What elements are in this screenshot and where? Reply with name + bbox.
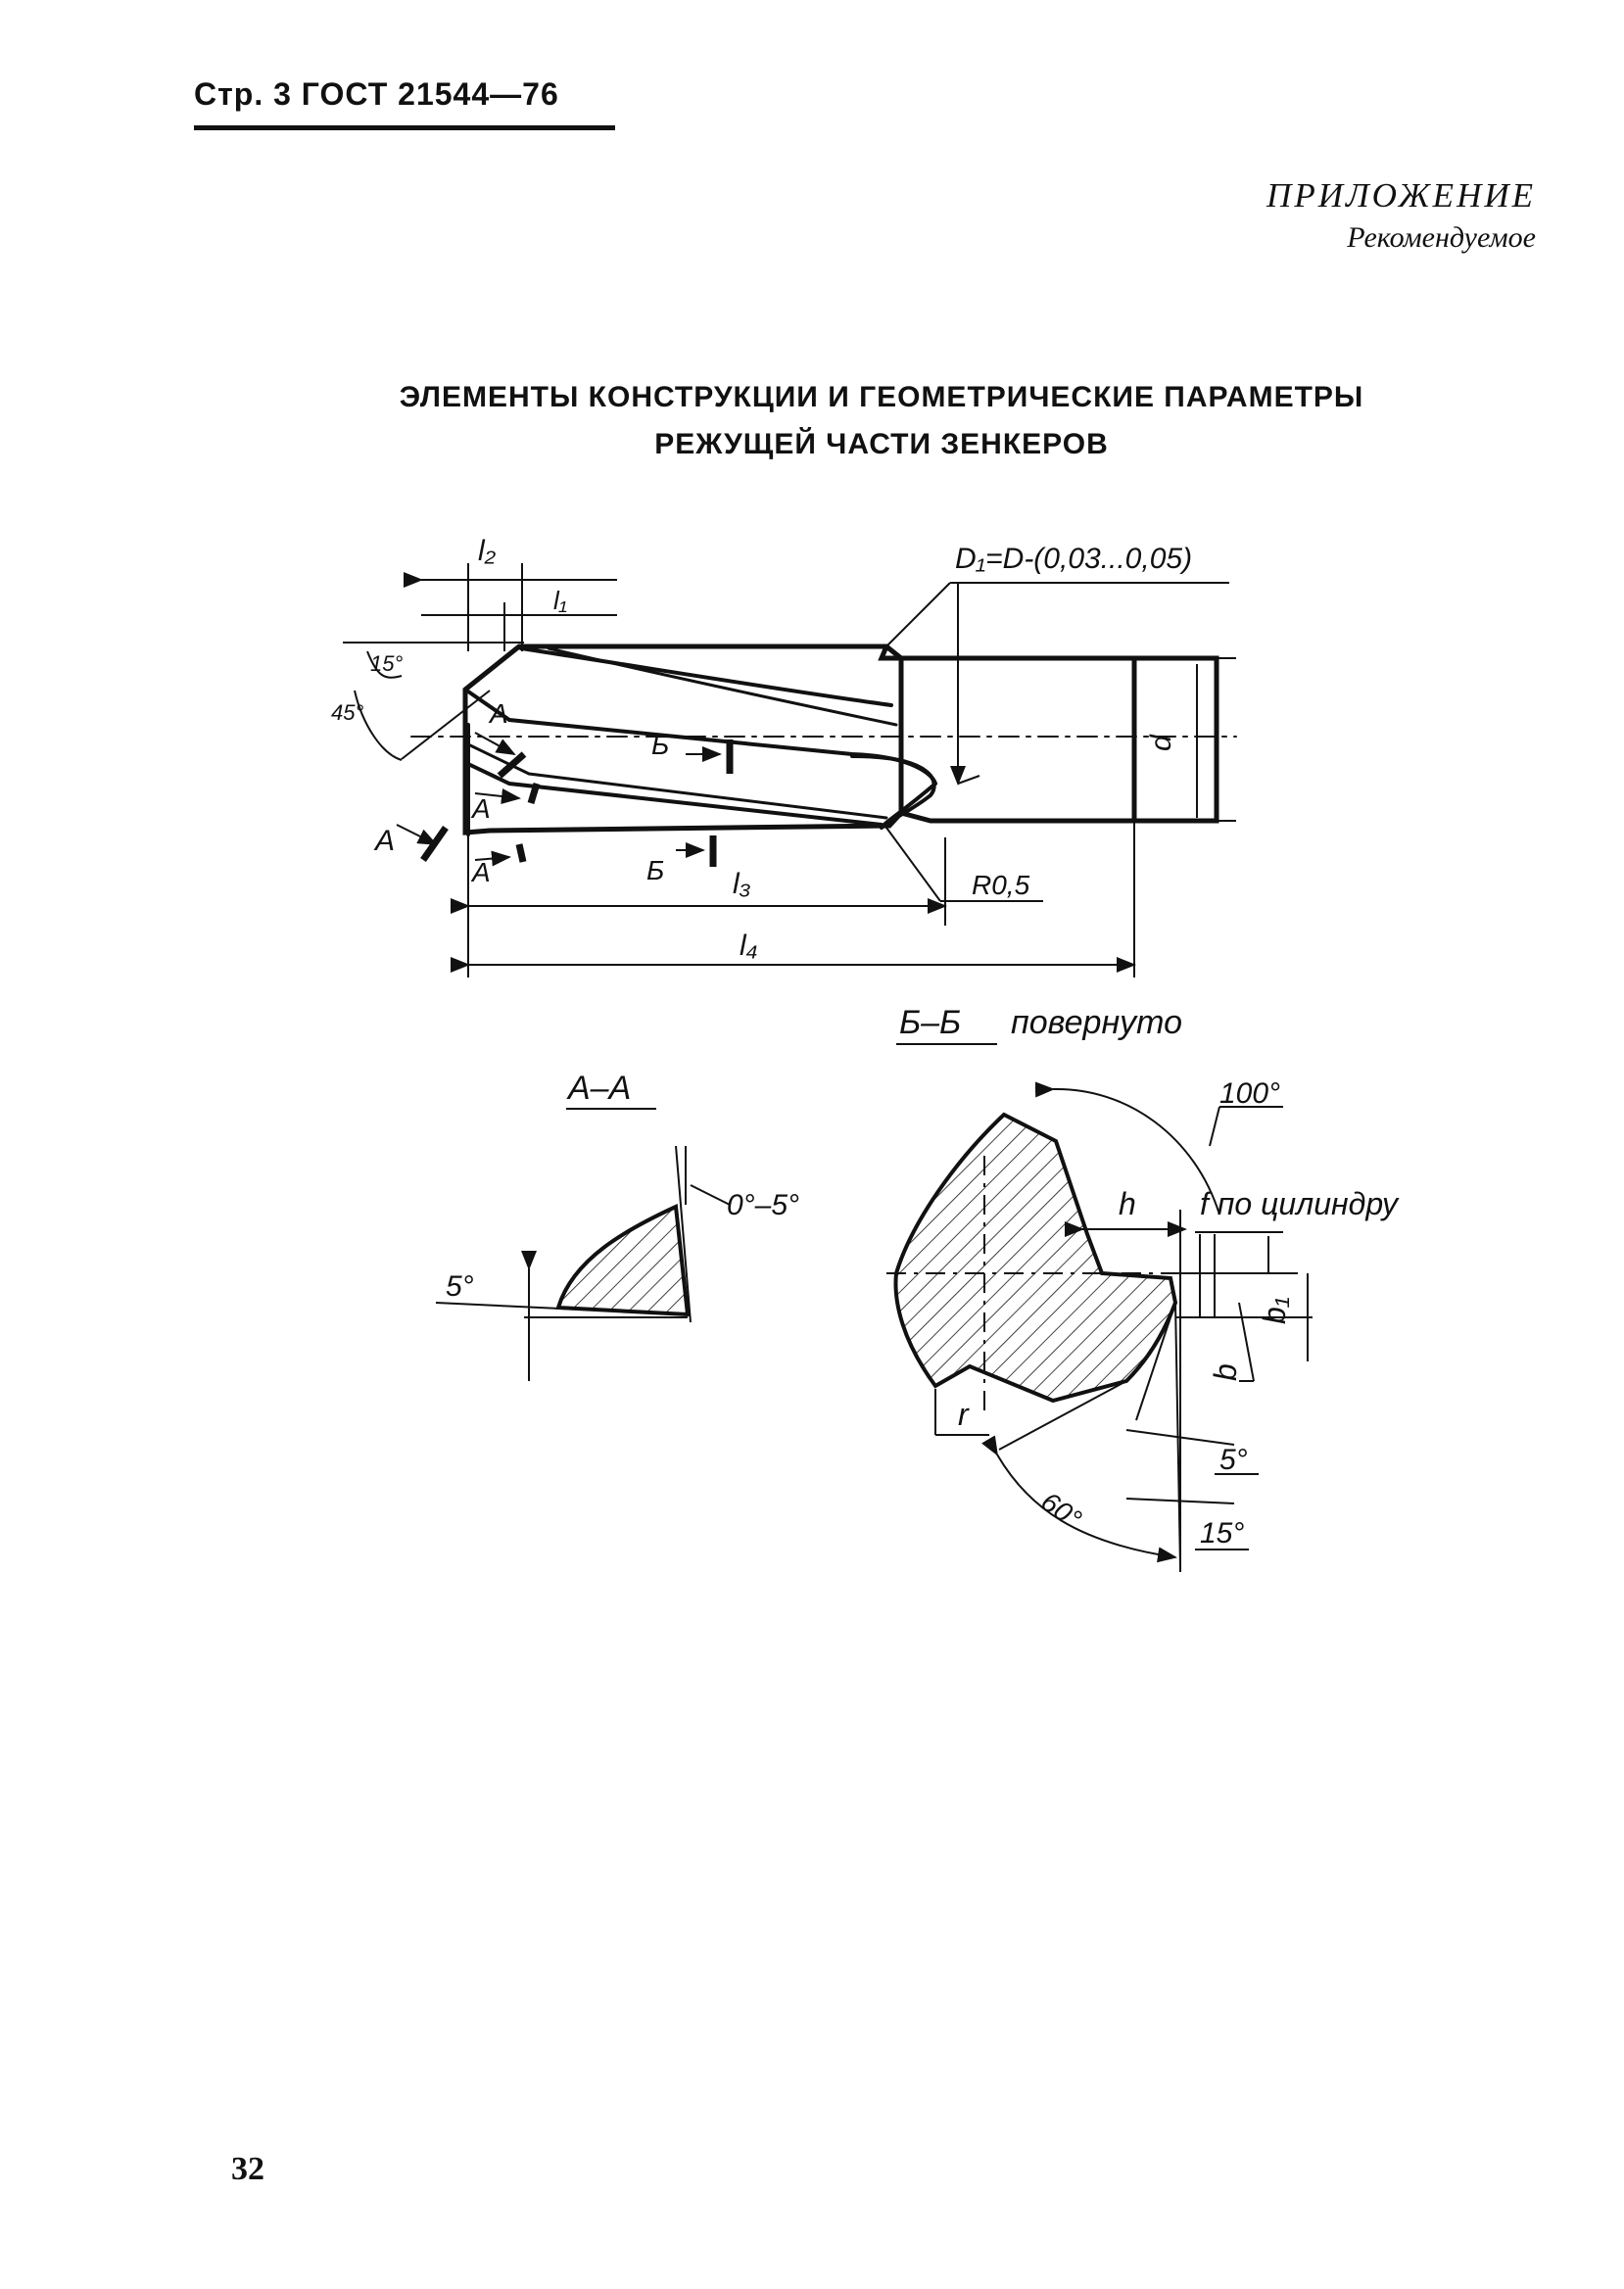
flute-line-4: [468, 744, 886, 818]
appendix-title: ПРИЛОЖЕНИЕ: [1266, 176, 1536, 215]
dim-l2: l₂: [478, 535, 497, 567]
flute-line-1: [521, 648, 891, 705]
angle-5-bb: 5°: [1219, 1444, 1248, 1476]
dim-l4: l₄: [740, 930, 758, 962]
dim-l1: l₁: [553, 586, 567, 615]
dim-b1: b₁: [1257, 1297, 1292, 1324]
dim-h: h: [1119, 1186, 1136, 1221]
main-view: [411, 646, 1236, 835]
section-label-a-2: A: [472, 793, 491, 824]
section-bb-label: Б–Б: [899, 1004, 962, 1041]
main-dimensions: [343, 563, 1236, 978]
section-label-a-3: A: [375, 825, 396, 857]
section-title-line1: ЭЛЕМЕНТЫ КОНСТРУКЦИИ И ГЕОМЕТРИЧЕСКИЕ ПАРАМЕТРЫ: [399, 381, 1364, 413]
section-label-a-1: A: [490, 698, 508, 729]
flute-line-2: [549, 648, 896, 725]
section-markers: [397, 733, 730, 867]
section-bb-profile: [895, 1115, 1175, 1401]
angle-45: 45°: [331, 700, 364, 725]
section-title-line2: РЕЖУЩЕЙ ЧАСТИ ЗЕНКЕРОВ: [654, 428, 1109, 460]
section-bb-rotated: повернуто: [1011, 1004, 1182, 1041]
page-header: Стр. 3 ГОСТ 21544—76: [194, 76, 559, 112]
formula-d1: D₁=D-(0,03...0,05): [955, 543, 1193, 575]
section-bb: [886, 1089, 1313, 1572]
angle-100: 100°: [1219, 1077, 1281, 1110]
flute-line-3: [468, 691, 935, 828]
f-by-cylinder: f по цилиндру: [1200, 1186, 1399, 1221]
angle-60: 60°: [1035, 1486, 1087, 1535]
dim-d: d: [1145, 735, 1177, 751]
appendix-subtitle: Рекомендуемое: [1347, 221, 1536, 254]
section-label-b-1: Б: [651, 730, 670, 760]
dim-r: r: [958, 1397, 969, 1432]
section-aa-profile: [558, 1207, 688, 1314]
section-label-a-4: A: [472, 857, 491, 887]
section-label-b-2: Б: [646, 855, 665, 885]
angle-0-5: 0°–5°: [727, 1189, 800, 1221]
angle-15-bb: 15°: [1200, 1517, 1245, 1550]
angle-15: 15°: [370, 651, 404, 676]
angle-5-aa: 5°: [446, 1270, 474, 1303]
dim-l3: l₃: [733, 868, 751, 900]
dim-b: b: [1208, 1363, 1243, 1381]
section-aa-label: А–А: [568, 1070, 632, 1107]
section-aa: [436, 1146, 730, 1381]
page-number: 32: [231, 2151, 264, 2187]
radius-r05: R0,5: [972, 870, 1030, 900]
